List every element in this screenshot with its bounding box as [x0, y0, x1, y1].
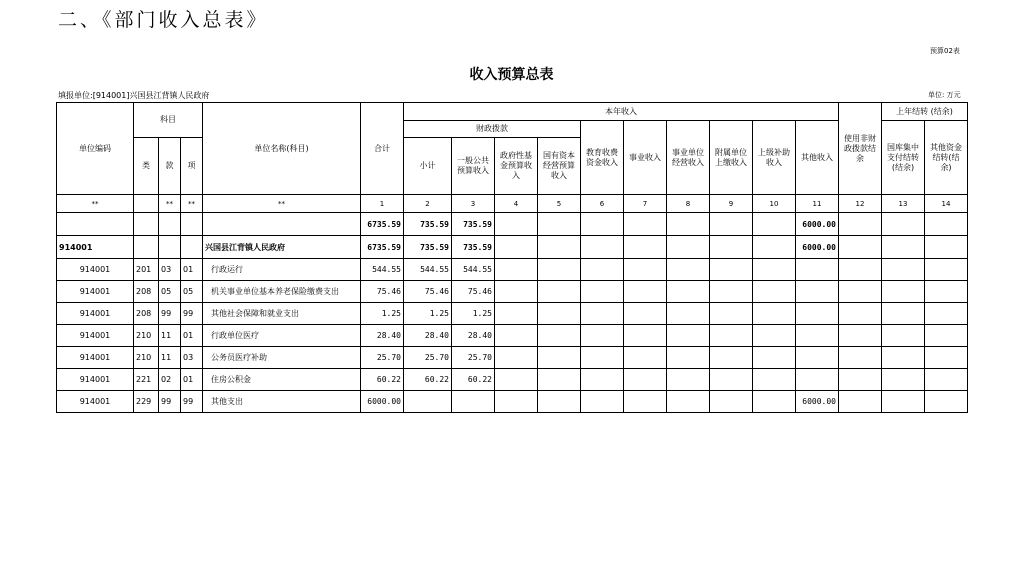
subject-name-cell: 机关事业单位基本养老保险缴费支出: [203, 281, 361, 303]
total-cell: 75.46: [361, 281, 404, 303]
other-income-cell: [796, 347, 839, 369]
index-cell: 9: [710, 195, 753, 213]
header-unit-code: 单位编码: [57, 103, 134, 195]
general-budget-cell: 544.55: [452, 259, 495, 281]
total-cell: 544.55: [361, 259, 404, 281]
subtotal-cell: 75.46: [404, 281, 452, 303]
kuan-cell: 03: [159, 259, 181, 281]
xiang-cell: 99: [181, 303, 203, 325]
general-budget-cell: 25.70: [452, 347, 495, 369]
grand-total-row: [57, 213, 968, 236]
general-budget-cell: 60.22: [452, 369, 495, 391]
table-row: [57, 347, 968, 369]
total-cell: 60.22: [361, 369, 404, 391]
code-cell: 914001: [57, 303, 134, 325]
header-edu-fee: 教育收费资金收入: [581, 121, 624, 195]
subtotal-cell: 544.55: [404, 259, 452, 281]
header-current-income: 本年收入: [404, 103, 839, 121]
subject-name-cell: 住房公积金: [203, 369, 361, 391]
index-cell: 2: [404, 195, 452, 213]
header-unit-name: 单位名称(科目): [203, 103, 361, 195]
table-row: [57, 281, 968, 303]
subtotal-cell: [404, 391, 452, 413]
unit-name-cell: 兴国县江背镇人民政府: [203, 236, 361, 259]
code-cell: 914001: [57, 391, 134, 413]
subject-name-cell: 行政单位医疗: [203, 325, 361, 347]
header-fund-budget: 政府性基金预算收入: [495, 138, 538, 195]
header-other-carry: 其他资金结转(结余): [925, 121, 968, 195]
header-kuan: 款: [159, 138, 181, 195]
header-fiscal: 财政拨款: [404, 121, 581, 138]
subject-name-cell: 其他社会保障和就业支出: [203, 303, 361, 325]
kuan-cell: 99: [159, 391, 181, 413]
index-cell: 11: [796, 195, 839, 213]
index-cell: 14: [925, 195, 968, 213]
total-cell: 25.70: [361, 347, 404, 369]
subtotal-cell: 735.59: [404, 236, 452, 259]
subject-name-cell: 行政运行: [203, 259, 361, 281]
subtotal-cell: 28.40: [404, 325, 452, 347]
kuan-cell: 02: [159, 369, 181, 391]
general-budget-cell: 735.59: [452, 213, 495, 236]
lei-cell: 221: [134, 369, 159, 391]
index-cell: 7: [624, 195, 667, 213]
xiang-cell: 99: [181, 391, 203, 413]
xiang-cell: 03: [181, 347, 203, 369]
lei-cell: 210: [134, 325, 159, 347]
unit-row: [57, 236, 968, 259]
form-code: 预算02表: [930, 47, 960, 55]
general-budget-cell: 1.25: [452, 303, 495, 325]
total-cell: 6735.59: [361, 236, 404, 259]
header-non-fiscal-carry: 使用非财政拨款结余: [839, 103, 882, 195]
subtotal-cell: 60.22: [404, 369, 452, 391]
page-heading: 二、《部门收入总表》: [58, 9, 269, 31]
code-cell: 914001: [57, 259, 134, 281]
subject-name-cell: 公务员医疗补助: [203, 347, 361, 369]
kuan-cell: 11: [159, 347, 181, 369]
table-row: [57, 303, 968, 325]
table-row: [57, 325, 968, 347]
index-cell: 6: [581, 195, 624, 213]
index-cell: [134, 195, 159, 213]
code-cell: 914001: [57, 347, 134, 369]
total-cell: 28.40: [361, 325, 404, 347]
lei-cell: 208: [134, 281, 159, 303]
header-business: 事业收入: [624, 121, 667, 195]
lei-cell: 210: [134, 347, 159, 369]
header-lei: 类: [134, 138, 159, 195]
header-general-budget: 一般公共预算收入: [452, 138, 495, 195]
index-cell: 12: [839, 195, 882, 213]
code-cell: 914001: [57, 325, 134, 347]
header-xiang: 项: [181, 138, 203, 195]
general-budget-cell: 28.40: [452, 325, 495, 347]
other-income-cell: 6000.00: [796, 391, 839, 413]
lei-cell: 201: [134, 259, 159, 281]
subtotal-cell: 25.70: [404, 347, 452, 369]
income-budget-table: [56, 102, 968, 413]
code-cell: 914001: [57, 369, 134, 391]
other-income-cell: [796, 369, 839, 391]
general-budget-cell: 75.46: [452, 281, 495, 303]
subtotal-cell: 735.59: [404, 213, 452, 236]
index-cell: **: [181, 195, 203, 213]
other-income-cell: 6000.00: [796, 213, 839, 236]
subtotal-cell: 1.25: [404, 303, 452, 325]
index-cell: **: [159, 195, 181, 213]
index-cell: 8: [667, 195, 710, 213]
header-subtotal: 小计: [404, 138, 452, 195]
lei-cell: 208: [134, 303, 159, 325]
header-superior: 上级补助收入: [753, 121, 796, 195]
table-title: 收入预算总表: [469, 67, 554, 83]
currency-unit: 单位: 万元: [928, 91, 961, 99]
header-state-capital: 国有资本经营预算收入: [538, 138, 581, 195]
other-income-cell: [796, 281, 839, 303]
other-income-cell: 6000.00: [796, 236, 839, 259]
total-cell: 1.25: [361, 303, 404, 325]
kuan-cell: 11: [159, 325, 181, 347]
index-cell: 10: [753, 195, 796, 213]
index-cell: **: [57, 195, 134, 213]
header-affiliate: 附属单位上缴收入: [710, 121, 753, 195]
header-total: 合计: [361, 103, 404, 195]
header-last-year-carry: 上年结转 (结余): [882, 103, 968, 121]
total-cell: 6000.00: [361, 391, 404, 413]
other-income-cell: [796, 303, 839, 325]
index-cell: 3: [452, 195, 495, 213]
index-row: [57, 195, 968, 213]
table-row: [57, 391, 968, 413]
xiang-cell: 01: [181, 259, 203, 281]
table-row: [57, 259, 968, 281]
other-income-cell: [796, 259, 839, 281]
kuan-cell: 99: [159, 303, 181, 325]
index-cell: 13: [882, 195, 925, 213]
general-budget-cell: 735.59: [452, 236, 495, 259]
header-other: 其他收入: [796, 121, 839, 195]
unit-code-cell: 914001: [57, 236, 134, 259]
index-cell: 1: [361, 195, 404, 213]
index-cell: 5: [538, 195, 581, 213]
reporting-unit: 填报单位:[914001]兴国县江背镇人民政府: [58, 91, 210, 100]
subject-name-cell: 其他支出: [203, 391, 361, 413]
total-cell: 6735.59: [361, 213, 404, 236]
index-cell: 4: [495, 195, 538, 213]
xiang-cell: 05: [181, 281, 203, 303]
lei-cell: 229: [134, 391, 159, 413]
index-cell: **: [203, 195, 361, 213]
table-row: [57, 369, 968, 391]
header-treasury-carry: 国库集中支付结转(结余): [882, 121, 925, 195]
other-income-cell: [796, 325, 839, 347]
general-budget-cell: [452, 391, 495, 413]
xiang-cell: 01: [181, 369, 203, 391]
header-operating: 事业单位经营收入: [667, 121, 710, 195]
xiang-cell: 01: [181, 325, 203, 347]
kuan-cell: 05: [159, 281, 181, 303]
header-subject: 科目: [134, 103, 203, 138]
code-cell: 914001: [57, 281, 134, 303]
